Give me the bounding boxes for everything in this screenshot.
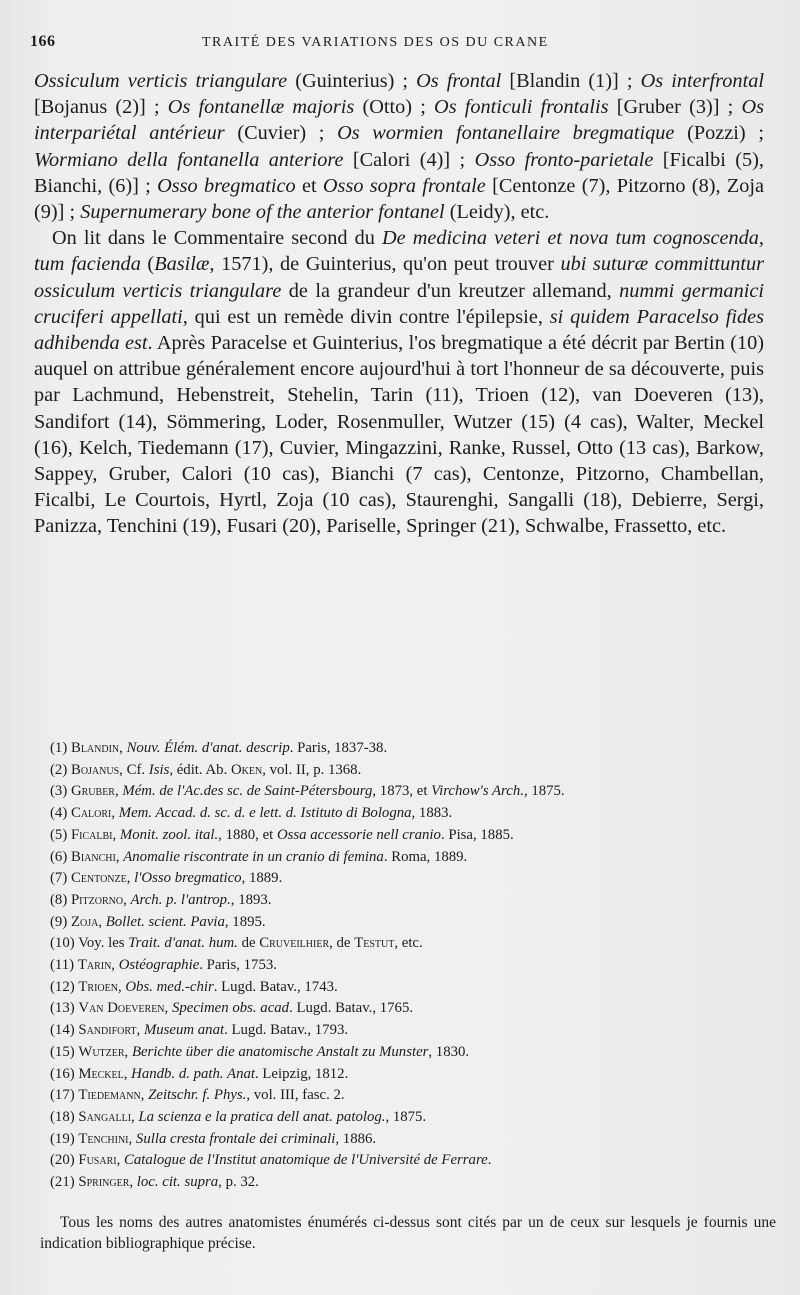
text-run: (21) — [50, 1174, 79, 1191]
italic-run: Mém. de l'Ac.des sc. de Saint-Pétersbourg — [122, 783, 373, 800]
text-run: . Leipzig, 1812. — [255, 1065, 349, 1082]
italic-run: Anomalie riscontrate in un cranio di femina — [123, 848, 384, 865]
footnote — [50, 955, 770, 977]
text-run: , — [114, 783, 123, 800]
footnote — [50, 1129, 770, 1151]
text-run: , 1571), de Guinterius, qu'on peut trouver — [209, 253, 561, 276]
author-name: Van Doeveren — [78, 1000, 165, 1017]
text-run: . Pisa, 1885. — [440, 826, 514, 843]
author-name: Tarin — [77, 957, 112, 974]
text-run: , 1875. — [523, 783, 565, 800]
italic-run: Osso bregmatico — [157, 174, 296, 197]
italic-run: Os fontanellæ majoris — [167, 96, 355, 119]
italic-run: Ossiculum verticis triangulare — [34, 70, 288, 92]
footnote — [50, 825, 770, 847]
text-run: , — [119, 740, 127, 756]
italic-run: Handb. d. path. Anat — [131, 1065, 255, 1082]
author-name: Centonze — [70, 870, 127, 887]
footnote — [50, 1042, 770, 1064]
author-name: Ficalbi — [70, 826, 113, 843]
text-run: , 1886. — [335, 1130, 377, 1147]
footnote — [50, 781, 770, 803]
text-run: . Lugd. Batav., 1765. — [289, 1000, 414, 1017]
text-run: . Paris, 1753. — [199, 957, 277, 974]
footnote — [50, 1107, 770, 1129]
text-run: (10) Voy. les — [50, 935, 129, 952]
text-run: , — [136, 1022, 144, 1039]
italic-run: Ossa accessorie nell cranio — [276, 826, 441, 843]
text-run: (11) — [50, 957, 78, 974]
footnote — [50, 1064, 770, 1086]
author-name: Sandifort — [78, 1022, 137, 1039]
italic-run: Os interpariétal antérieur — [34, 96, 765, 145]
text-run: [Blandin (1)] ; — [501, 70, 641, 92]
italic-run: Isis — [148, 761, 170, 778]
text-run: et — [295, 174, 323, 197]
text-run: (Leidy), etc. — [444, 201, 550, 224]
footnote — [50, 760, 770, 782]
author-name: Zoja — [70, 913, 99, 930]
text-run: (9) — [50, 913, 71, 930]
author-name: Tiedemann — [78, 1087, 141, 1104]
italic-run: De medicina veteri et nova tum cognoscenda, tum facienda — [34, 227, 764, 276]
text-run: , — [111, 805, 119, 822]
text-run: (6) — [50, 848, 71, 865]
synonyms-paragraph — [34, 68, 764, 225]
italic-run: Os interfrontal — [640, 70, 764, 92]
italic-run: loc. cit. supra — [136, 1174, 219, 1191]
text-run: (14) — [50, 1022, 79, 1039]
text-run: , — [112, 826, 120, 843]
author-name: Springer — [78, 1174, 130, 1191]
text-run: , — [117, 978, 126, 995]
text-run: , — [124, 1043, 132, 1060]
text-run: , 1895. — [224, 913, 266, 930]
author-name: Bojanus — [70, 761, 120, 778]
italic-run: Osso sopra frontale — [322, 174, 486, 197]
closing-note — [40, 1212, 776, 1254]
text-run: , — [140, 1087, 149, 1104]
italic-run: Osso fronto-parietale — [474, 148, 654, 171]
text-run: , vol. III, fasc. 2. — [246, 1087, 345, 1104]
text-run: , — [126, 870, 135, 887]
text-run: (Pozzi) ; — [674, 122, 764, 145]
text-run: , p. 32. — [218, 1174, 259, 1191]
italic-run: Os fonticuli frontalis — [434, 96, 609, 119]
italic-run: Zeitschr. f. Phys. — [148, 1087, 247, 1104]
text-run: , — [111, 957, 119, 974]
text-run: (Cuvier) ; — [224, 122, 338, 145]
text-run: , — [164, 1000, 172, 1017]
text-run: [Ficalbi (5), Bianchi, (6)] ; — [34, 148, 764, 197]
author-name: Sangalli — [78, 1108, 132, 1125]
text-run: (4) — [50, 805, 71, 822]
closing-note-text: Tous les noms des autres anatomistes énumérés ci-dessus sont cités par un de ceux sur lesquels je fournis une indication bibliographique précise. — [40, 1214, 776, 1252]
text-run: , — [129, 1174, 137, 1191]
author-name: Wutzer — [78, 1043, 125, 1060]
author-name: Trioen — [78, 978, 118, 995]
text-run: (12) — [50, 978, 79, 995]
text-run: (Otto) ; — [354, 96, 435, 119]
text-run: (2) — [50, 761, 71, 778]
italic-run: Sulla cresta frontale dei criminali — [135, 1130, 336, 1147]
page-number: 166 — [30, 33, 56, 50]
italic-run: ubi suturæ committuntur ossiculum verticis triangulare — [34, 253, 765, 302]
author-name: Fusari — [78, 1152, 117, 1169]
footnote — [50, 1020, 770, 1042]
author-name: Oken — [230, 761, 263, 778]
main-text — [34, 68, 764, 540]
text-run: On lit dans le Commentaire second du — [52, 227, 382, 250]
text-run: [Centonze (7), Pitzorno (8), Zoja (9)] ; — [34, 174, 765, 224]
italic-run: nummi germanici cruciferi appellati — [34, 279, 764, 328]
text-run: , 1893. — [230, 891, 272, 908]
text-run: [Gruber (3)] ; — [608, 96, 742, 119]
footnote — [50, 933, 770, 955]
author-name: Gruber — [70, 783, 115, 800]
footnote — [50, 998, 770, 1020]
footnote — [50, 912, 770, 934]
author-name: Calori — [70, 805, 112, 822]
text-run: , — [123, 1065, 132, 1082]
footnote — [50, 738, 770, 760]
footnote — [50, 1085, 770, 1107]
text-run: , 1883. — [411, 805, 453, 822]
text-run: , — [98, 913, 106, 930]
footnote — [50, 803, 770, 825]
text-run: , — [131, 1108, 139, 1125]
text-run: [Calori (4)] ; — [343, 148, 475, 171]
history-paragraph — [34, 225, 764, 539]
text-run: . Roma, 1889. — [383, 848, 468, 865]
text-run: (7) — [50, 870, 71, 887]
running-title: TRAITÉ DES VARIATIONS DES OS DU CRANE — [202, 35, 549, 50]
footnotes-list — [50, 738, 770, 1194]
text-run: , 1830. — [428, 1043, 470, 1060]
author-name: Blandin — [70, 740, 120, 756]
text-run: , vol. II, p. 1368. — [262, 761, 362, 778]
italic-run: Catalogue de l'Institut anatomique de l'Université de Ferrare — [124, 1152, 488, 1169]
text-run: (8) — [50, 891, 71, 908]
text-run: , Cf. — [119, 761, 149, 778]
author-name: Tenchini — [78, 1130, 129, 1147]
italic-run: Nouv. Élém. d'anat. descrip — [126, 740, 290, 756]
author-name: Meckel — [78, 1065, 124, 1082]
text-run: (16) — [50, 1065, 79, 1082]
text-run: . Après Paracelse et Guinterius, l'os bregmatique a été décrit par Bertin (10) auquel on attribue généralement encore aujourd'hui à tort l'honneur de sa découverte, puis par Lachmund, Hebenstreit, Stehelin, Tarin (11), Trioen (12), van Doeveren (13), Sandifort (14), Sömmering, Loder, Rosenmuller, Wutzer (15) (4 cas), Walter, Meckel (16), Kelch, Tiedemann (17), Cuvier, Mingazzini, Ranke, Russel, Otto (13 cas), Barkow, Sappey, Gruber, Calori (10 cas), Bianchi (7 cas), Centonze, Pitzorno, Chambellan, Ficalbi, Le Courtois, Hyrtl, Zoja (10 cas), Staurenghi, Sangalli (18), Debierre, Sergi, Panizza, Tenchini (19), Fusari (20), Pariselle, Springer (21), Schwalbe, Frassetto, etc. — [34, 332, 764, 538]
italic-run: Mem. Accad. d. sc. d. e lett. d. Istituto di Bologna — [118, 805, 412, 822]
italic-run: Basilæ — [154, 253, 210, 276]
text-run: (5) — [50, 826, 71, 843]
text-run: (1) — [50, 740, 71, 756]
text-run: , etc. — [394, 935, 423, 952]
text-run: (20) — [50, 1152, 79, 1169]
italic-run: Berichte über die anatomische Anstalt zu Munster — [131, 1043, 429, 1060]
text-run: ( — [140, 253, 155, 276]
italic-run: Arch. p. l'antrop. — [130, 891, 231, 908]
italic-run: Specimen obs. acad — [171, 1000, 290, 1017]
text-run: , édit. Ab. — [169, 761, 231, 778]
italic-run: Os frontal — [416, 70, 502, 92]
text-run: (18) — [50, 1108, 79, 1125]
footnote — [50, 1150, 770, 1172]
italic-run: Museum anat — [143, 1022, 225, 1039]
author-name: Cruveilhier — [259, 935, 330, 952]
text-run: (15) — [50, 1043, 79, 1060]
text-run: . Lugd. Batav., 1793. — [224, 1022, 349, 1039]
text-run: , de — [329, 935, 355, 952]
text-run: , qui est un remède divin contre l'épilepsie, — [182, 305, 550, 328]
text-run: de — [237, 935, 260, 952]
running-head — [30, 33, 750, 55]
footnote — [50, 977, 770, 999]
author-name: Bianchi — [70, 848, 116, 865]
italic-run: Trait. d'anat. hum. — [128, 935, 238, 952]
italic-run: Os wormien fontanellaire bregmatique — [337, 122, 675, 145]
italic-run: Ostéographie — [118, 957, 200, 974]
text-run: (19) — [50, 1130, 79, 1147]
footnote — [50, 868, 770, 890]
italic-run: Obs. med.-chir — [125, 978, 214, 995]
author-name: Testut — [354, 935, 395, 952]
text-run: de la grandeur d'un kreutzer allemand, — [281, 279, 620, 302]
text-run: , — [116, 1152, 124, 1169]
italic-run: Supernumerary bone of the anterior fontanel — [80, 201, 445, 224]
text-run: , — [128, 1130, 136, 1147]
italic-run: si quidem Paracelso fides adhibenda est — [34, 305, 765, 355]
italic-run: Monit. zool. ital. — [119, 826, 219, 843]
text-run: (13) — [50, 1000, 79, 1017]
text-run: , 1880, et — [218, 826, 277, 843]
italic-run: l'Osso bregmatico — [134, 870, 242, 887]
text-run: . — [487, 1152, 492, 1169]
text-run: (3) — [50, 783, 71, 800]
text-run: (Guinterius) ; — [287, 70, 417, 92]
text-run: , — [123, 891, 131, 908]
text-run: . Paris, 1837-38. — [289, 740, 388, 756]
footnote — [50, 1172, 770, 1194]
italic-run: Virchow's Arch. — [431, 783, 524, 800]
text-run: , 1873, et — [372, 783, 432, 800]
text-run: , — [115, 848, 124, 865]
text-run: , 1889. — [241, 870, 283, 887]
italic-run: Bollet. scient. Pavia — [105, 913, 225, 930]
footnote — [50, 847, 770, 869]
text-run: (17) — [50, 1087, 79, 1104]
italic-run: La scienza e la pratica dell anat. patolog. — [138, 1108, 386, 1125]
text-run: [Bojanus (2)] ; — [34, 96, 168, 119]
author-name: Pitzorno — [70, 891, 124, 908]
italic-run: Wormiano della fontanella anteriore — [34, 148, 344, 171]
text-run: . Lugd. Batav., 1743. — [213, 978, 338, 995]
footnote — [50, 890, 770, 912]
text-run: , 1875. — [385, 1108, 427, 1125]
